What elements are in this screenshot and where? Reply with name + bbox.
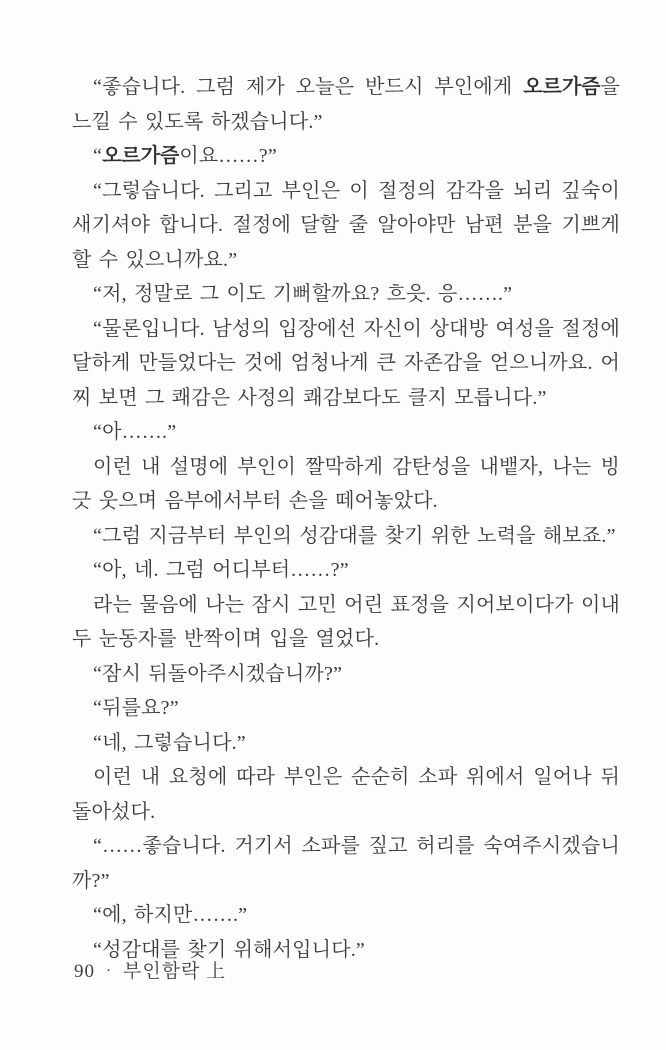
paragraph xyxy=(72,588,620,657)
text-segment: “그럼 지금부터 부인의 성감대를 찾기 위한 노력을 해보죠.” xyxy=(93,524,616,547)
paragraph xyxy=(72,139,620,174)
text-segment: “그렇습니다. 그리고 부인은 이 절정의 감각을 뇌리 깊숙이 새기셔야 합니다. 절정에 달할 줄 알아야만 남편 분을 기쁘게 할 수 있으니까요.” xyxy=(72,179,620,271)
text-segment: “성감대를 찾기 위해서입니다.” xyxy=(93,938,365,961)
paragraph xyxy=(72,829,620,898)
book-title: 부인함락 上 xyxy=(123,961,227,982)
text-segment: 을 느낄 수 있도록 하겠습니다.” xyxy=(72,76,620,133)
text-segment: 이런 내 요청에 따라 부인은 순순히 소파 위에서 일어나 뒤돌아섰다. xyxy=(72,766,620,823)
text-segment: 이런 내 설명에 부인이 짤막하게 감탄성을 내뱉자, 나는 빙긋 웃으며 음부에서부터 손을 떼어놓았다. xyxy=(72,455,620,512)
page-footer xyxy=(74,956,226,983)
text-segment: “……좋습니다. 거기서 소파를 짚고 허리를 숙여주시겠습니까?” xyxy=(72,835,620,892)
text-segment: “아, 네. 그럼 어디부터……?” xyxy=(93,559,349,581)
text-segment: “저, 정말로 그 이도 기뻐할까요? 흐읏. 응…….” xyxy=(93,283,513,305)
text-segment: “물론입니다. 남성의 입장에선 자신이 상대방 여성을 절정에 달하게 만들었다는 것에 엄청나게 큰 자존감을 얻으니까요. 어찌 보면 그 쾌감은 사정의 쾌감보다도 클지 모릅니다.” xyxy=(72,317,620,409)
paragraph xyxy=(72,415,620,450)
paragraph xyxy=(72,450,620,519)
paragraph xyxy=(72,70,620,139)
text-segment: “좋습니다. 그럼 제가 오늘은 반드시 부인에게 xyxy=(93,76,524,98)
text-segment: 라는 물음에 나는 잠시 고민 어린 표정을 지어보이다가 이내 두 눈동자를 반짝이며 입을 열었다. xyxy=(72,593,620,650)
text-segment: “뒤를요?” xyxy=(93,697,179,719)
footer-separator: · xyxy=(106,963,112,979)
paragraph xyxy=(72,277,620,312)
bold-term: 오르가즘 xyxy=(102,145,180,167)
text-segment: “에, 하지만…….” xyxy=(93,904,248,926)
text-segment: 이요……?” xyxy=(179,145,277,167)
paragraph xyxy=(72,691,620,726)
paragraph xyxy=(72,760,620,829)
paragraph xyxy=(72,898,620,933)
paragraph xyxy=(72,312,620,416)
paragraph xyxy=(72,553,620,588)
page-number: 90 xyxy=(74,961,95,982)
text-segment: “잠시 뒤돌아주시겠습니까?” xyxy=(93,662,343,685)
paragraph xyxy=(72,174,620,278)
paragraph xyxy=(72,519,620,554)
bold-term: 오르가즘 xyxy=(523,76,601,98)
body-text xyxy=(72,70,620,967)
text-segment: “네, 그렇습니다.” xyxy=(93,731,246,754)
text-segment: “ xyxy=(93,145,103,167)
paragraph xyxy=(72,657,620,692)
paragraph xyxy=(72,726,620,761)
text-segment: “아…….” xyxy=(93,421,177,443)
